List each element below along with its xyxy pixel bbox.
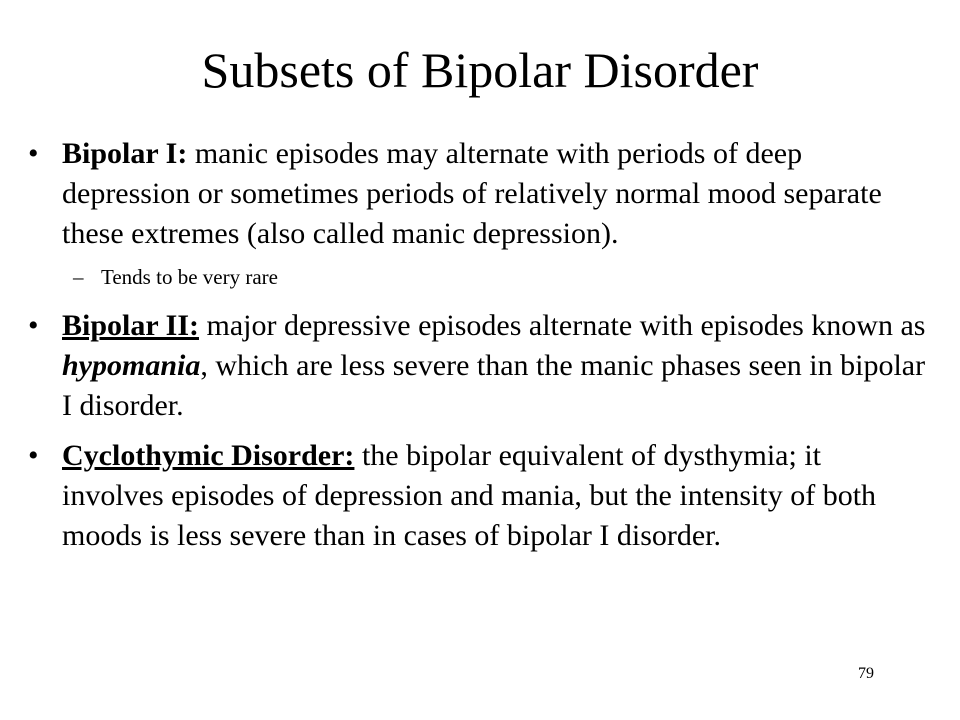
slide-body xyxy=(28,134,928,556)
bullet-text: , which are less severe than the manic phases seen in bipolar I disorder. xyxy=(62,349,926,422)
sub-bullet-text: Tends to be very rare xyxy=(101,265,278,289)
sub-bullet-rare xyxy=(28,262,928,292)
bullet-text: manic episodes may alternate with periods of deep depression or sometimes periods of relatively normal mood separate these extremes (also called manic depression). xyxy=(62,137,882,250)
bullet-text: the bipolar equivalent of dysthymia; it involves episodes of depression and mania, but the intensity of both moods is less severe than in cases of bipolar I disorder. xyxy=(62,439,877,552)
bullet-marker: • xyxy=(28,439,39,472)
sub-bullet-marker: – xyxy=(73,265,84,289)
term-bipolar-2: Bipolar II: xyxy=(62,309,199,342)
emphasis-hypomania: hypomania xyxy=(62,349,201,382)
bullet-cyclothymic xyxy=(28,436,928,556)
bullet-bipolar-2 xyxy=(28,306,928,426)
page-number: 79 xyxy=(858,665,874,682)
bullet-text: major depressive episodes alternate with episodes known as xyxy=(198,309,926,342)
term-cyclothymic: Cyclothymic Disorder: xyxy=(62,439,355,472)
term-bipolar-1: Bipolar I: xyxy=(62,137,188,170)
bullet-marker: • xyxy=(28,137,39,170)
bullet-bipolar-1 xyxy=(28,134,928,254)
bullet-marker: • xyxy=(28,309,39,342)
slide-title: Subsets of Bipolar Disorder xyxy=(201,42,759,98)
